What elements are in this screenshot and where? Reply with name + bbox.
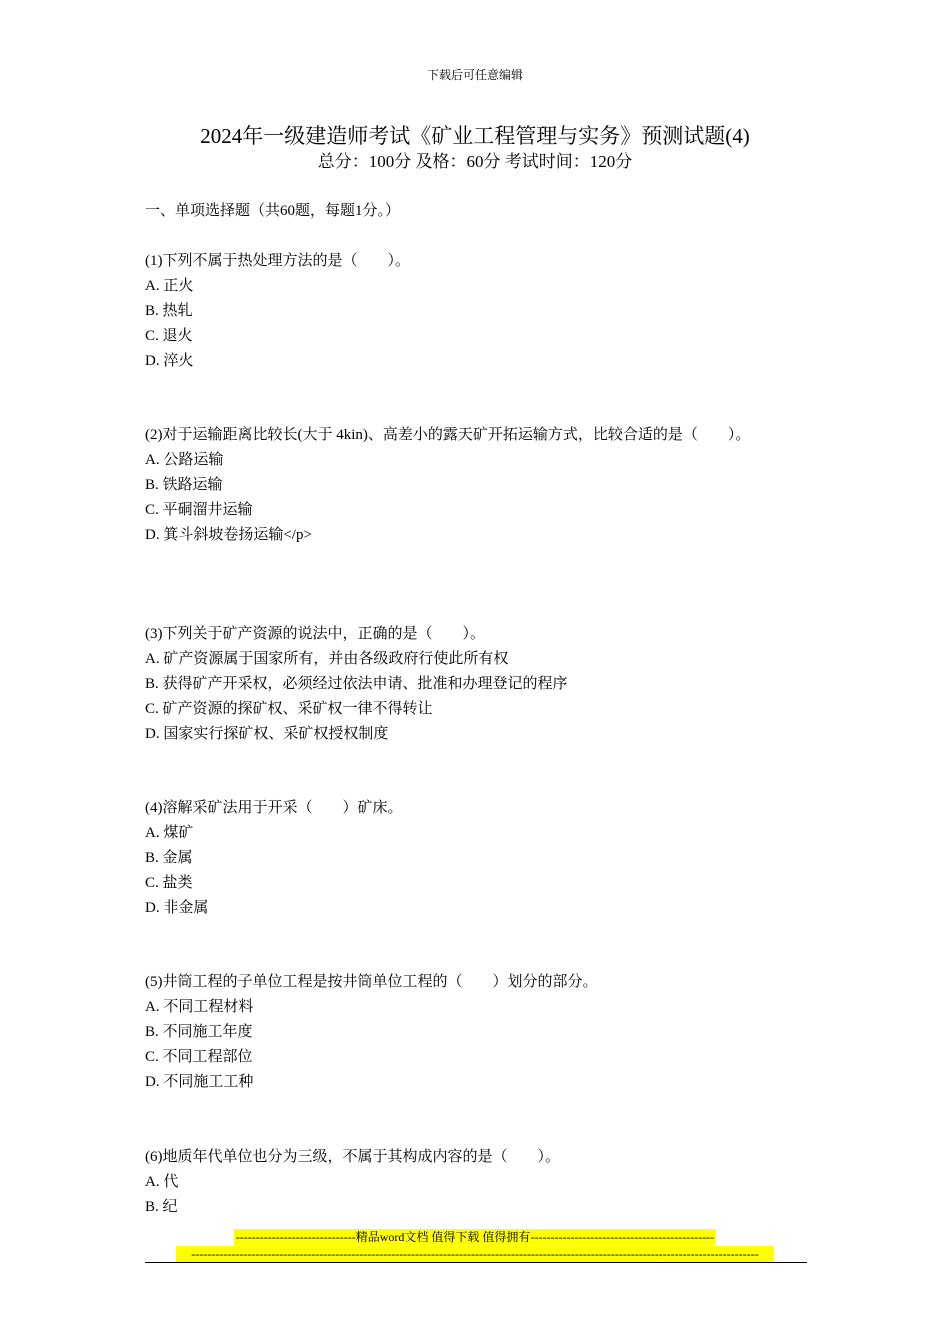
option-d: D. 非金属: [145, 900, 209, 916]
question-4: [145, 796, 810, 921]
question-stem: (3)下列关于矿产资源的说法中，正确的是（ ）。: [145, 626, 485, 642]
question-stem: (4)溶解采矿法用于开采（ ）矿床。: [145, 800, 403, 816]
question-stem: (5)井筒工程的子单位工程是按井筒单位工程的（ ）划分的部分。: [145, 974, 598, 990]
option-a: A. 不同工程材料: [145, 999, 254, 1015]
option-d: D. 不同施工工种: [145, 1074, 254, 1090]
option-a: A. 公路运输: [145, 452, 224, 468]
footer-rule: [145, 1262, 807, 1263]
question-3: [145, 622, 810, 747]
option-d: D. 国家实行探矿权、采矿权授权制度: [145, 726, 389, 742]
option-a: A. 代: [145, 1174, 179, 1190]
page-title: 2024年一级建造师考试《矿业工程管理与实务》预测试题(4): [200, 124, 750, 148]
footer-banner-line: ------------------------------精品word文档 值得下载 值得拥有----------------------------------------------: [235, 1230, 715, 1244]
exam-meta: 总分：100分 及格：60分 考试时间：120分: [317, 152, 633, 171]
option-a: A. 煤矿: [145, 825, 194, 841]
option-d: D. 箕斗斜坡卷扬运输</p>: [145, 527, 312, 543]
question-stem: (6)地质年代单位也分为三级，不属于其构成内容的是（ ）。: [145, 1149, 560, 1165]
option-c: C. 退火: [145, 328, 193, 344]
option-d: D. 淬火: [145, 353, 194, 369]
option-a: A. 正火: [145, 278, 194, 294]
option-b: B. 铁路运输: [145, 477, 223, 493]
option-c: C. 不同工程部位: [145, 1049, 253, 1065]
footer-dash-line: ----------------------------------------------------------------------------------------------------------------------------------------------: [176, 1246, 774, 1262]
question-6: [145, 1145, 810, 1220]
section-title: 一、单项选择题（共60题，每题1分。）: [145, 203, 401, 219]
footer-banner: [0, 1228, 950, 1262]
option-b: B. 纪: [145, 1199, 178, 1215]
option-b: B. 不同施工年度: [145, 1024, 253, 1040]
option-b: B. 热轧: [145, 303, 193, 319]
question-1: [145, 249, 810, 374]
option-b: B. 获得矿产开采权，必须经过依法申请、批准和办理登记的程序: [145, 676, 568, 692]
option-c: C. 平硐溜井运输: [145, 502, 253, 518]
option-c: C. 矿产资源的探矿权、采矿权一律不得转让: [145, 701, 433, 717]
question-stem: (1)下列不属于热处理方法的是（ ）。: [145, 253, 410, 269]
option-a: A. 矿产资源属于国家所有，并由各级政府行使此所有权: [145, 651, 509, 667]
question-2: [145, 423, 810, 548]
header-note: 下载后可任意编辑: [426, 68, 523, 82]
option-c: C. 盐类: [145, 875, 193, 891]
question-stem: (2)对于运输距离比较长(大于 4kin)、高差小的露天矿开拓运输方式，比较合适的是（ ）。: [145, 427, 751, 443]
option-b: B. 金属: [145, 850, 193, 866]
question-5: [145, 970, 810, 1095]
